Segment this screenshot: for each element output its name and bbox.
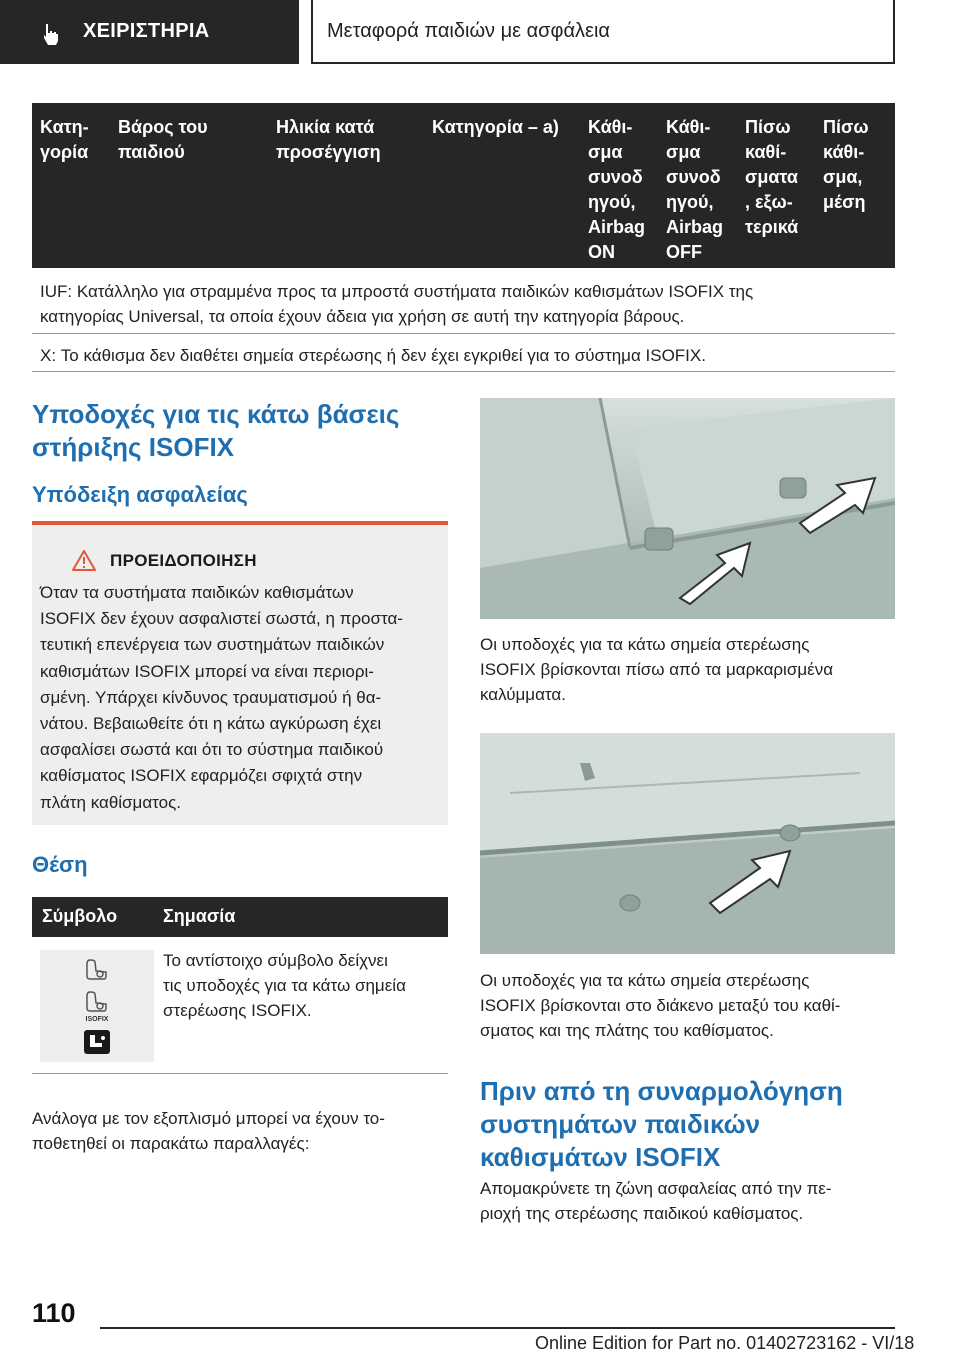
col-symbol: Σύμβολο bbox=[42, 906, 118, 926]
section-title: Μεταφορά παιδιών με ασφάλεια bbox=[327, 20, 610, 42]
section-heading-before-assembly: Πριν από τη συναρμολόγηση συστημάτων παιδικών καθισμάτων ISOFIX bbox=[480, 1076, 843, 1172]
note-x: X: Το κάθισμα δεν διαθέτει σημεία στερέωσης ή δεν έχει εγκριθεί για το σύστημα ISOFIX. bbox=[40, 346, 706, 365]
warning-box bbox=[32, 521, 448, 825]
warning-title: ΠΡΟΕΙΔΟΠΟΙΗΣΗ bbox=[110, 551, 257, 570]
symbol-table-header bbox=[32, 897, 448, 937]
warning-text: Όταν τα συστήματα παιδικών καθισμάτων ISOFIX δεν έχουν ασφαλιστεί σωστά, η προστα- τευτική επενέργεια των συστημάτων παιδικών καθισμάτων ISOFIX μπορεί να είναι περιορι- σμένη. Υπάρχει κίνδυνος τραυματισμού ή θα- νάτου. Βεβαιωθείτε ότι η κάτω αγκύρωση έχει ασφαλίσει σωστά και ότι το σύστημα παιδικού καθίσματος ISOFIX εφαρμόζει σφιχτά στην πλάτη καθίσματος. bbox=[40, 583, 403, 812]
col-rear-outer: Πίσω καθί- σματα , εξω- τερικά bbox=[745, 117, 799, 237]
isofix-symbols bbox=[40, 950, 154, 1062]
section-heading-isofix: Υποδοχές για τις κάτω βάσεις στήριξης ISOFIX bbox=[32, 399, 400, 462]
footer-rule bbox=[100, 1327, 895, 1329]
position-heading: Θέση bbox=[32, 852, 88, 877]
remove-belt-paragraph: Απομακρύνετε τη ζώνη ασφαλείας από την πε- ριοχή της στερέωσης παιδικού καθίσματος. bbox=[480, 1179, 832, 1223]
col-category-a: Κατηγορία – a) bbox=[432, 117, 559, 137]
col-approx-age: Ηλικία κατά προσέγγιση bbox=[276, 117, 381, 162]
col-rear-middle: Πίσω κάθι- σμα, μέση bbox=[823, 117, 869, 212]
page-number: 110 bbox=[32, 1298, 76, 1328]
photo-seat-covers bbox=[480, 398, 895, 619]
col-passenger-airbag-off: Κάθι- σμα συνοδ ηγού, Airbag OFF bbox=[666, 117, 724, 262]
table-divider bbox=[32, 371, 895, 372]
col-child-weight: Βάρος του παιδιού bbox=[118, 117, 208, 162]
symbol-table bbox=[32, 897, 448, 937]
manual-title: ΧΕΙΡΙΣΤΗΡΙΑ bbox=[83, 20, 210, 42]
col-passenger-airbag-on: Κάθι- σμα συνοδ ηγού, Airbag ON bbox=[588, 117, 646, 262]
isofix-seat-icon bbox=[40, 950, 154, 1062]
symbol-table-divider bbox=[32, 1073, 448, 1074]
table-divider bbox=[32, 333, 895, 334]
note-iuf: IUF: Κατάλληλο για στραμμένα προς τα μπροστά συστήματα παιδικών καθισμάτων ISOFIX της κατηγορίας Universal, τα οποία έχουν άδεια για χρήση σε αυτή την κατηγορία βάρους. bbox=[40, 282, 754, 326]
category-table bbox=[32, 103, 895, 365]
isofix-label: ISOFIX bbox=[85, 1016, 109, 1023]
page-header bbox=[0, 0, 960, 66]
warning-triangle-icon bbox=[72, 549, 96, 571]
caption-seat-gap: Οι υποδοχές για τα κάτω σημεία στερέωσης ISOFIX βρίσκονται στο διάκενο μεταξύ του καθί- σματος και της πλάτης του καθίσματος. bbox=[480, 971, 841, 1040]
col-meaning: Σημασία bbox=[163, 906, 236, 926]
photo-seat-gap bbox=[480, 733, 895, 954]
pointing-hand-icon bbox=[40, 22, 64, 46]
variants-paragraph: Ανάλογα με τον εξοπλισμό μπορεί να έχουν το- ποθετηθεί οι παρακάτω παραλλαγές: bbox=[32, 1109, 385, 1153]
manual-tab[interactable] bbox=[0, 0, 299, 64]
category-table-header bbox=[32, 103, 895, 268]
caption-seat-covers: Οι υποδοχές για τα κάτω σημεία στερέωσης ISOFIX βρίσκονται πίσω από τα μαρκαρισμένα καλύμματα. bbox=[480, 635, 834, 704]
section-tab bbox=[311, 0, 895, 64]
symbol-meaning: Το αντίστοιχο σύμβολο δείχνει τις υποδοχές για τα κάτω σημεία στερέωσης ISOFIX. bbox=[163, 951, 406, 1020]
edition-info: Online Edition for Part no. 01402723162 - VI/18 bbox=[535, 1333, 915, 1353]
safety-note-heading: Υπόδειξη ασφαλείας bbox=[32, 482, 248, 507]
col-category: Κατη- γορία bbox=[40, 117, 89, 162]
